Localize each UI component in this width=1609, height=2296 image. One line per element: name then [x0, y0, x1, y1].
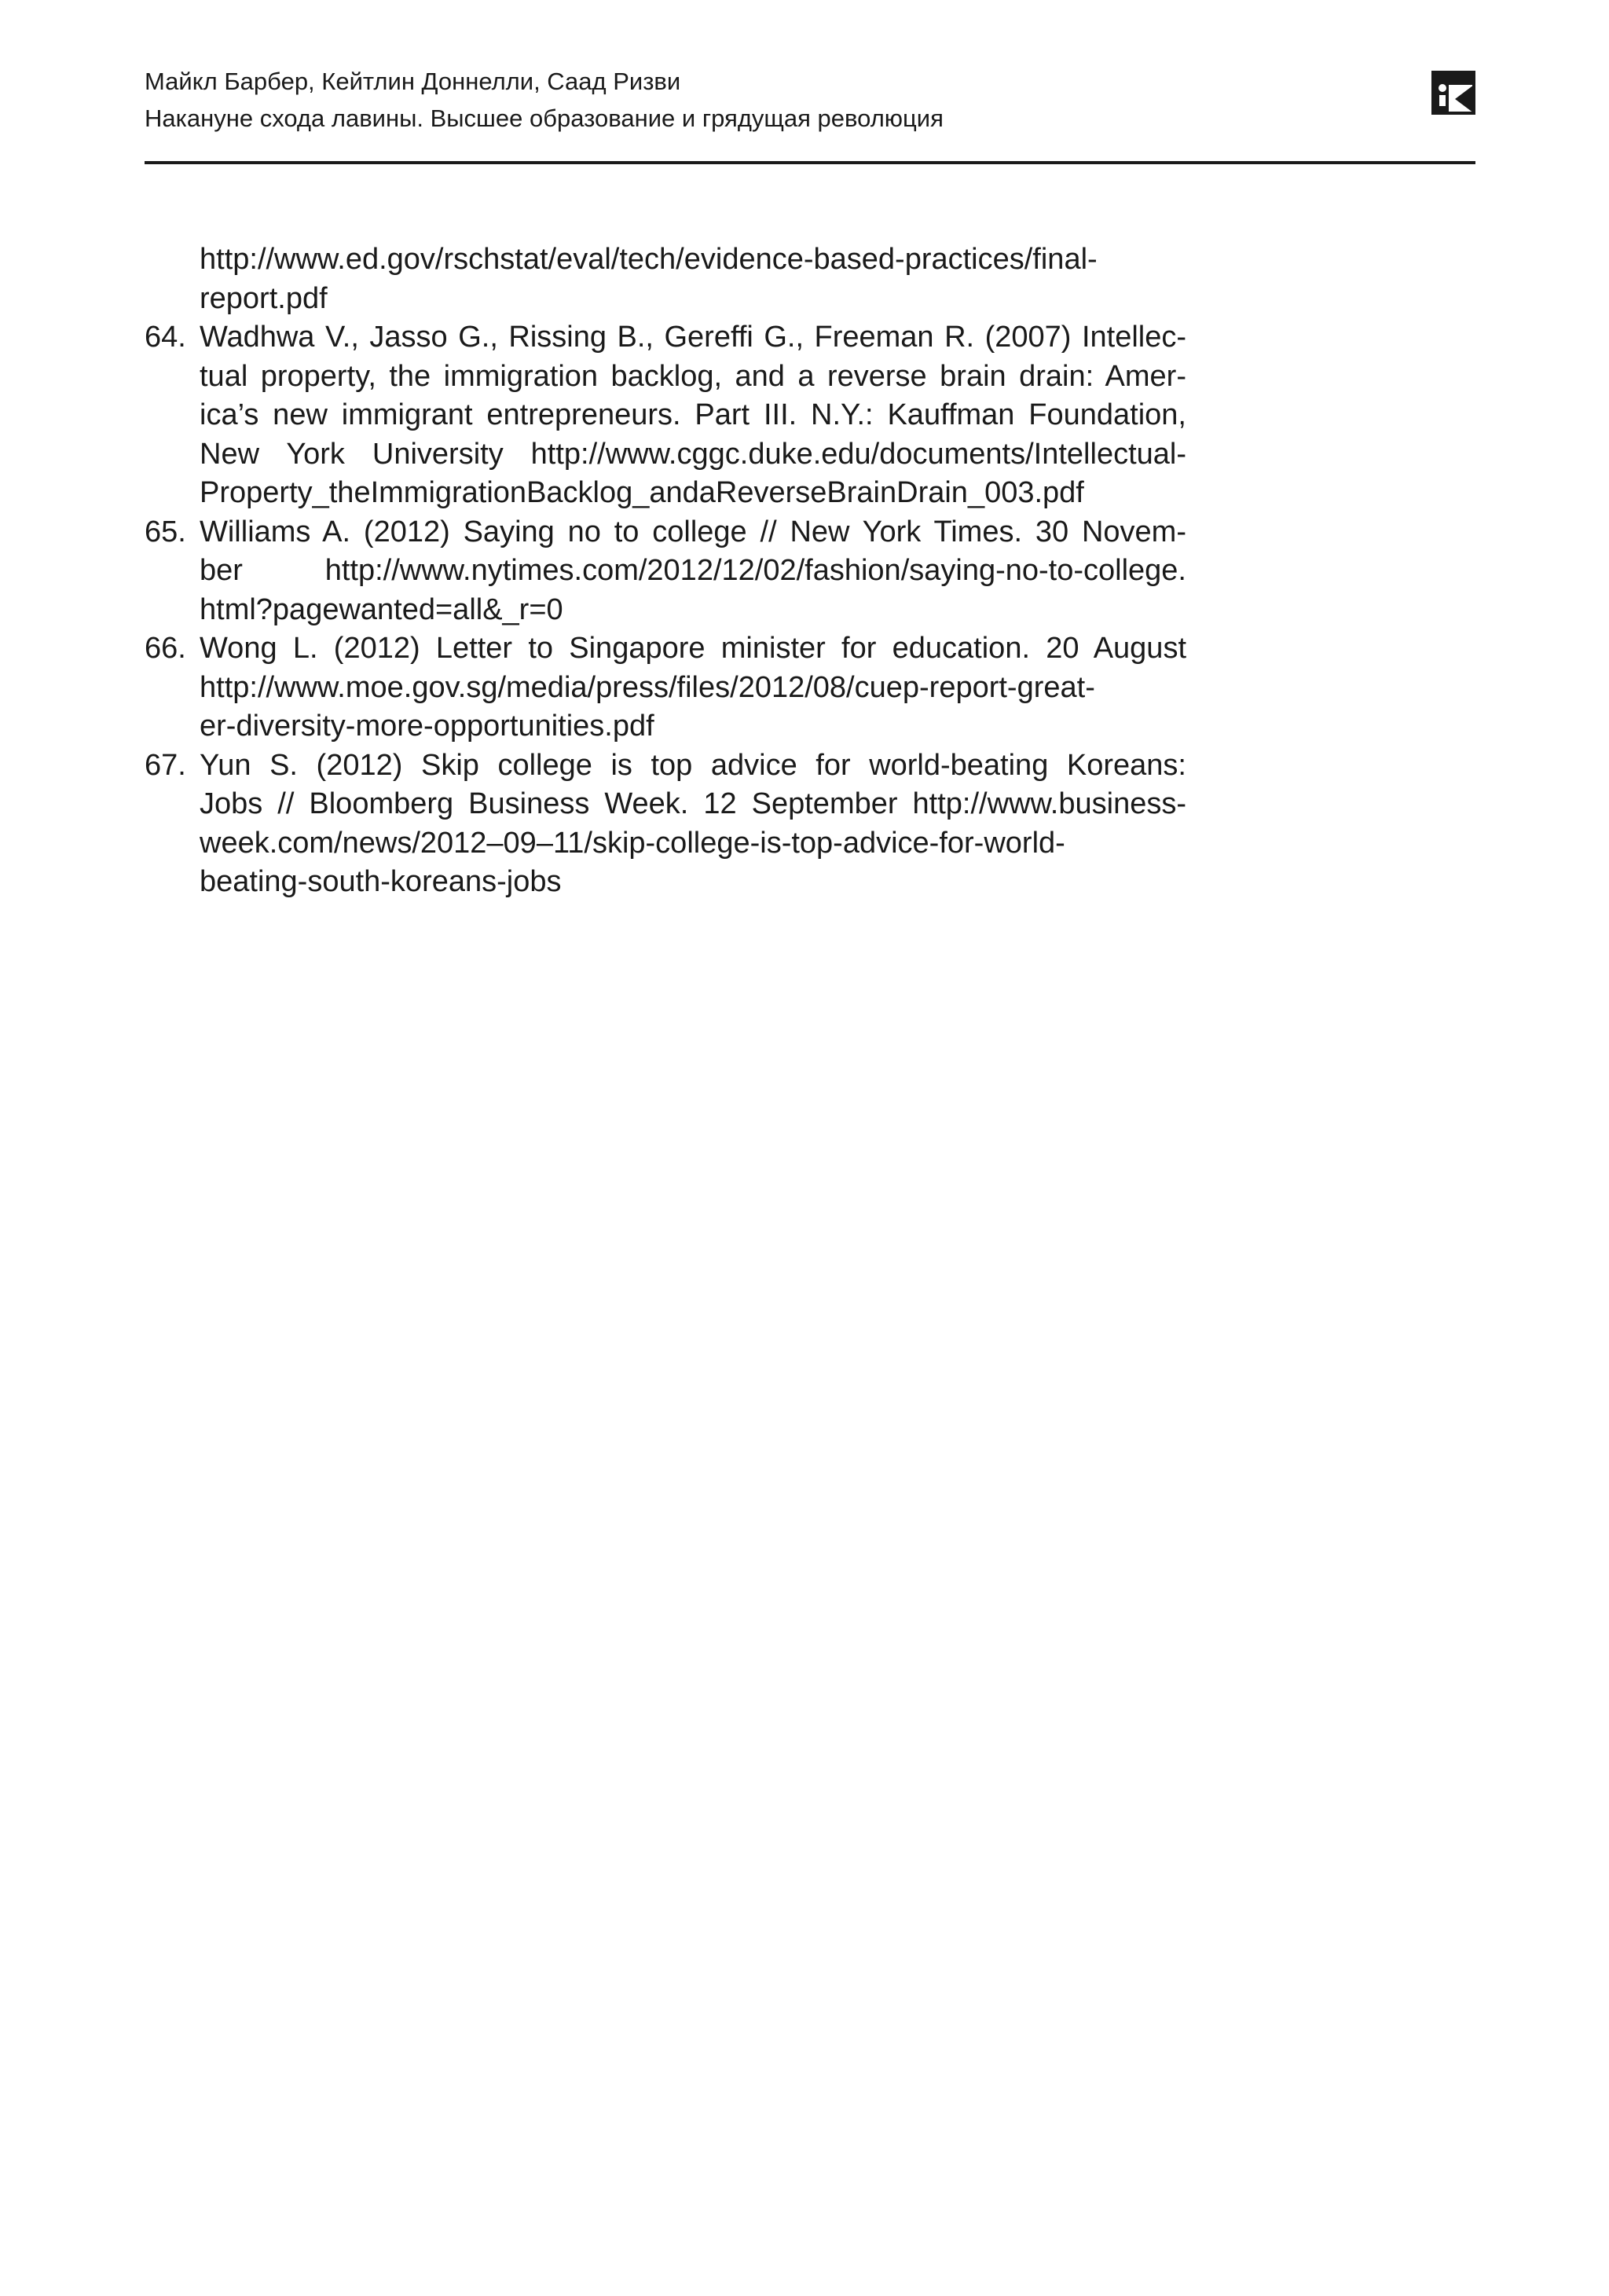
- reference-line: Property_theImmigrationBacklog_andaReverseBrainDrain_003.pdf: [200, 476, 1084, 509]
- reference-text: [200, 240, 1186, 318]
- reference-number: 66.: [145, 632, 186, 665]
- reference-text: [200, 513, 1186, 630]
- page-header: [145, 63, 1475, 165]
- reference-line: week.com/news/2012–09–11/skip-college-is-top-advice-for-world-: [200, 826, 1065, 860]
- reference-number: 65.: [145, 515, 186, 548]
- reference-text: [200, 629, 1186, 746]
- reference-line: tual property, the immigration backlog, and a reverse brain drain: Amer-: [200, 359, 1186, 393]
- reference-line: Yun S. (2012) Skip college is top advice for world-beating Koreans:: [200, 748, 1186, 782]
- reference-entry-63-continued: [145, 240, 1186, 318]
- reference-number: 64.: [145, 321, 186, 354]
- reference-text: [200, 746, 1186, 902]
- reference-line: Wong L. (2012) Letter to Singapore minister for education. 20 August: [200, 632, 1186, 665]
- reference-entry-64: [145, 318, 1186, 513]
- header-divider: [145, 161, 1475, 164]
- reference-line: http://www.ed.gov/rschstat/eval/tech/evidence-based-practices/final-: [200, 243, 1098, 276]
- reference-line: Williams A. (2012) Saying no to college // New York Times. 30 Novem-: [200, 515, 1186, 548]
- reference-line: er-diversity-more-opportunities.pdf: [200, 710, 654, 743]
- reference-line: ica’s new immigrant entrepreneurs. Part III. N.Y.: Kauffman Foundation,: [200, 398, 1186, 431]
- running-head: [145, 63, 944, 137]
- reference-entry-67: [145, 746, 1186, 902]
- reference-line: New York University http://www.cggc.duke.edu/documents/Intellectual-: [200, 437, 1186, 471]
- header-authors: Майкл Барбер, Кейтлин Доннелли, Саад Ризви: [145, 68, 681, 95]
- reference-entry-65: [145, 513, 1186, 630]
- reference-line: Wadhwa V., Jasso G., Rissing B., Gereffi G., Freeman R. (2007) Intellec-: [200, 321, 1186, 354]
- reference-line: http://www.moe.gov.sg/media/press/files/2012/08/cuep-report-great-: [200, 670, 1095, 704]
- reference-text: [200, 318, 1186, 513]
- reference-line: report.pdf: [200, 281, 328, 315]
- reference-list: [145, 240, 1186, 902]
- reference-entry-66: [145, 629, 1186, 746]
- reference-line: ber http://www.nytimes.com/2012/12/02/fashion/saying-no-to-college.: [200, 554, 1186, 587]
- header-book-title: Накануне схода лавины. Высшее образование и грядущая революция: [145, 105, 944, 132]
- reference-number: 67.: [145, 748, 186, 782]
- reference-line: html?pagewanted=all&_r=0: [200, 592, 563, 626]
- reference-line: beating-south-koreans-jobs: [200, 865, 562, 898]
- publisher-logo-icon: [1431, 71, 1475, 115]
- reference-line: Jobs // Bloomberg Business Week. 12 September http://www.business-: [200, 787, 1186, 820]
